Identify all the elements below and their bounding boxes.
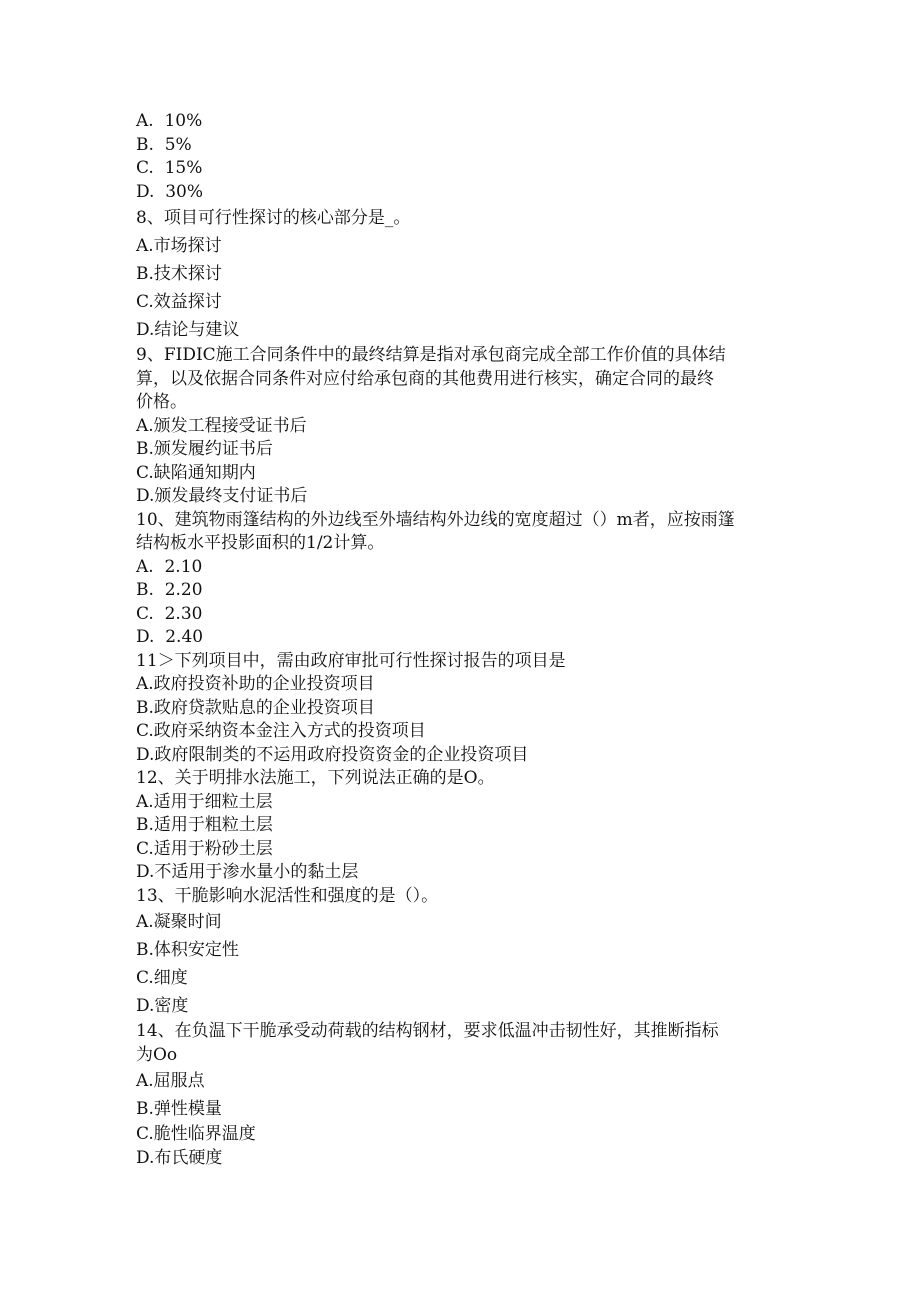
option-c: C. 2.30 bbox=[136, 603, 203, 624]
question-9 bbox=[136, 344, 796, 509]
question-7 bbox=[136, 110, 796, 204]
question-stem-line: 算，以及依据合同条件对应付给承包商的其他费用进行核实，确定合同的最终 bbox=[136, 368, 714, 389]
option-d: D.布氏硬度 bbox=[136, 1147, 223, 1168]
question-stem: 11＞下列项目中，需由政府审批可行性探讨报告的项目是 bbox=[136, 650, 566, 671]
option-c: C.缺陷通知期内 bbox=[136, 462, 256, 483]
option-b: B. 5% bbox=[136, 134, 192, 155]
option-c: C.细度 bbox=[136, 968, 188, 988]
option-d: D. 30% bbox=[136, 181, 204, 202]
question-stem: 12、关于明排水法施工，下列说法正确的是O。 bbox=[136, 768, 495, 788]
option-c: C.政府采纳资本金注入方式的投资项目 bbox=[136, 721, 426, 741]
option-a: A.政府投资补助的企业投资项目 bbox=[136, 674, 375, 694]
question-12 bbox=[136, 767, 796, 885]
option-c: C.效益探讨 bbox=[136, 292, 222, 312]
option-d: D.政府限制类的不运用政府投资资金的企业投资项目 bbox=[136, 744, 529, 765]
question-stem-line: 价格。 bbox=[136, 392, 187, 412]
option-c: C.脆性临界温度 bbox=[136, 1124, 256, 1144]
option-c: C. 15% bbox=[136, 158, 203, 178]
question-stem: 8、项目可行性探讨的核心部分是_。 bbox=[136, 208, 411, 228]
question-13 bbox=[136, 885, 796, 1021]
option-a: A.凝聚时间 bbox=[136, 912, 222, 932]
question-stem-line: 9、FIDIC施工合同条件中的最终结算是指对承包商完成全部工作价值的具体结 bbox=[136, 345, 726, 365]
option-d: D.密度 bbox=[136, 996, 189, 1016]
option-d: D.颁发最终支付证书后 bbox=[136, 486, 308, 506]
option-a: A.市场探讨 bbox=[136, 236, 222, 256]
option-b: B. 2.20 bbox=[136, 580, 203, 600]
option-c: C.适用于粉砂土层 bbox=[136, 838, 273, 859]
option-a: A.适用于细粒土层 bbox=[136, 791, 273, 812]
option-b: B.适用于粗粒土层 bbox=[136, 815, 273, 835]
option-a: A.屈服点 bbox=[136, 1071, 205, 1091]
document-page bbox=[136, 110, 796, 1170]
question-stem-line: 10、建筑物雨篷结构的外边线至外墙结构外边线的宽度超过（）m者，应按雨篷 bbox=[136, 509, 735, 530]
question-8 bbox=[136, 204, 796, 344]
option-b: B.政府贷款贴息的企业投资项目 bbox=[136, 697, 375, 718]
option-b: B.体积安定性 bbox=[136, 940, 239, 960]
question-11 bbox=[136, 650, 796, 768]
option-a: A. 2.10 bbox=[136, 556, 203, 577]
option-a: A.颁发工程接受证书后 bbox=[136, 415, 307, 436]
option-d: D.结论与建议 bbox=[136, 320, 240, 340]
option-d: D. 2.40 bbox=[136, 627, 204, 647]
question-stem-line: 14、在负温下干脆承受动荷载的结构钢材，要求低温冲击韧性好，其推断指标 bbox=[136, 1021, 719, 1041]
option-a: A. 10% bbox=[136, 111, 203, 131]
option-b: B.颁发履约证书后 bbox=[136, 439, 273, 459]
question-stem: 13、干脆影响水泥活性和强度的是（）。 bbox=[136, 885, 439, 906]
question-stem-line: 为Oo bbox=[136, 1044, 178, 1065]
option-b: B.技术探讨 bbox=[136, 264, 222, 284]
option-d: D.不适用于渗水量小的黏土层 bbox=[136, 862, 359, 882]
question-stem-line: 结构板水平投影面积的1/2计算。 bbox=[136, 533, 385, 553]
option-b: B.弹性模量 bbox=[136, 1099, 222, 1119]
question-14 bbox=[136, 1020, 796, 1170]
question-10 bbox=[136, 509, 796, 650]
